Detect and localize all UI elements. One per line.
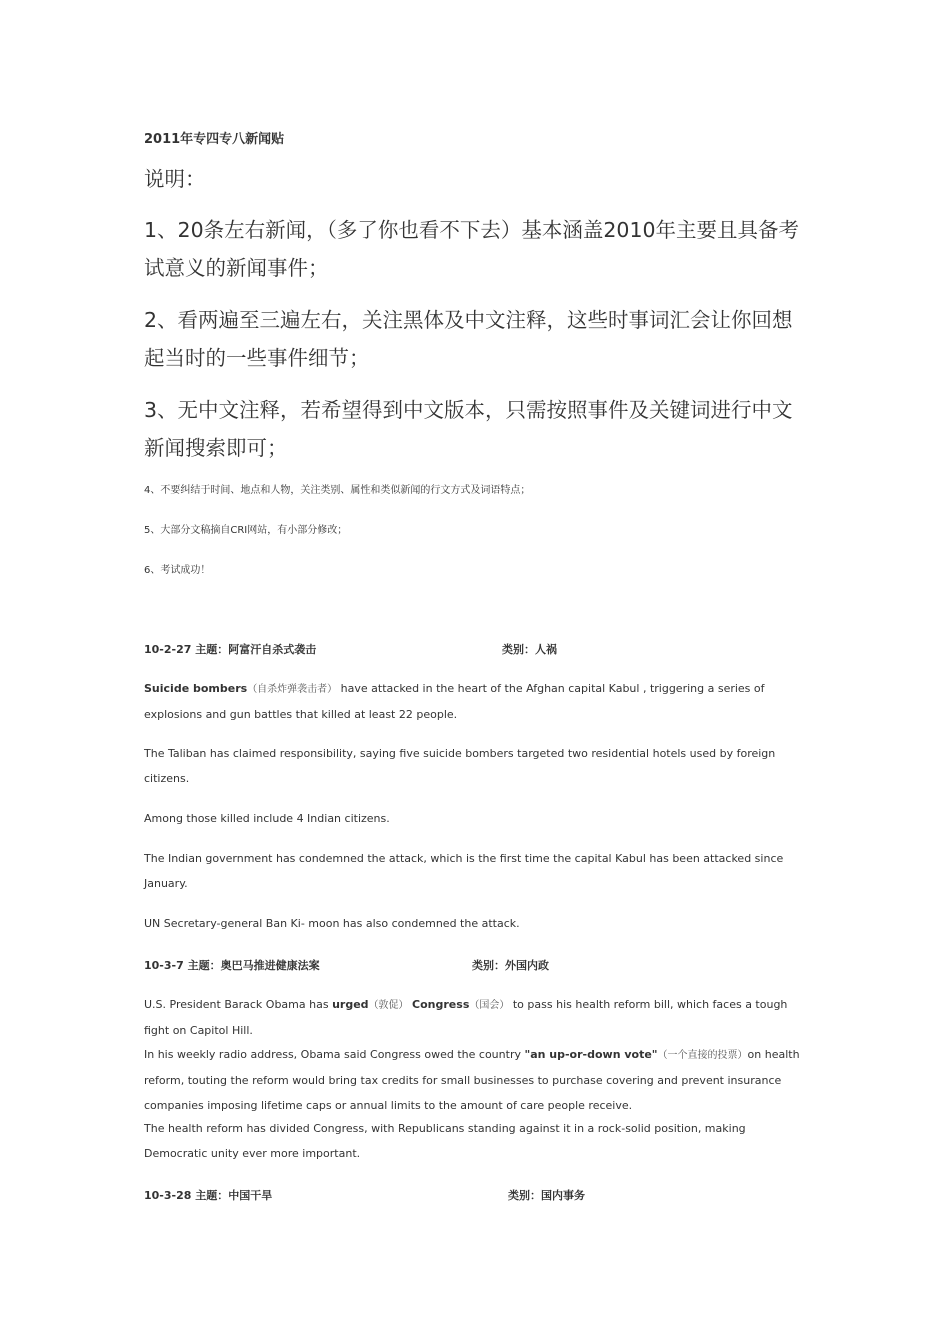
news-heading-2	[144, 957, 549, 973]
news-2-keyword-congress-note: （国会）	[469, 1000, 510, 1011]
news-heading-3	[144, 1187, 585, 1203]
news-1-paragraph-5: UN Secretary-general Ban Ki- moon has also condemned the attack.	[144, 917, 520, 930]
news-1-keyword: Suicide bombers	[144, 682, 248, 695]
intro-point-4: 4、不要纠结于时间、地点和人物，关注类别、属性和类似新闻的行文方式及词语特点；	[144, 485, 531, 496]
news-2-keyword-urged-note: （敦促）	[368, 1000, 409, 1011]
news-2-keyword-urged: urged	[332, 998, 369, 1011]
news-1-paragraph-1	[144, 676, 806, 727]
news-heading-2-category: 类别：外国内政	[472, 959, 549, 972]
intro-point-2: 2、看两遍至三遍左右，关注黑体及中文注释，这些时事词汇会让你回想起当时的一些事件细节；	[144, 308, 793, 370]
news-heading-3-category: 类别：国内事务	[508, 1189, 585, 1202]
news-2-keyword-vote: "an up-or-down vote"	[524, 1048, 658, 1061]
news-1-paragraph-2: The Taliban has claimed responsibility, saying five suicide bombers targeted two residential hotels used by foreign citizens.	[144, 747, 776, 785]
news-heading-2-title: 10-3-7 主题：奥巴马推进健康法案	[144, 959, 320, 972]
news-heading-1-category: 类别：人祸	[502, 643, 557, 656]
news-2-keyword-congress: Congress	[412, 998, 470, 1011]
news-1-paragraph-3: Among those killed include 4 Indian citizens.	[144, 812, 390, 825]
news-2-paragraph-1-text-c: to pass his health reform bill, which faces a tough fight on Capitol Hill.	[144, 998, 788, 1037]
news-heading-1	[144, 641, 557, 657]
news-2-paragraph-1-text-a: U.S. President Barack Obama has	[144, 998, 333, 1011]
news-2-paragraph-2-text-a: In his weekly radio address, Obama said Congress owed the country	[144, 1048, 525, 1061]
news-2-paragraph-2-text-c: on health reform, touting the reform would bring tax credits for small businesses to purchase covering and prevent insurance companies imposing lifetime caps or annual limits to the amount of care people receive.	[144, 1048, 800, 1112]
news-1-paragraph-1-text: have attacked in the heart of the Afghan capital Kabul , triggering a series of explosions and gun battles that killed at least 22 people.	[144, 682, 765, 721]
news-2-paragraph-1	[144, 992, 806, 1043]
news-heading-1-title: 10-2-27 主题：阿富汗自杀式袭击	[144, 643, 317, 656]
news-2-paragraph-3: The health reform has divided Congress, with Republicans standing against it in a rock-solid position, making Democratic unity ever more important.	[144, 1122, 746, 1160]
news-1-keyword-note: （自杀炸弹袭击者）	[247, 684, 338, 695]
news-heading-3-title: 10-3-28 主题：中国干旱	[144, 1189, 273, 1202]
intro-point-6: 6、考试成功！	[144, 565, 211, 576]
intro-label: 说明：	[144, 167, 206, 191]
document-title: 2011年专四专八新闻贴	[144, 132, 285, 147]
intro-point-5: 5、大部分文稿摘自CRI网站，有小部分修改；	[144, 525, 348, 536]
news-2-keyword-vote-note: （一个直接的投票）	[657, 1050, 748, 1061]
intro-point-3: 3、无中文注释，若希望得到中文版本，只需按照事件及关键词进行中文新闻搜索即可；	[144, 398, 793, 460]
intro-point-1: 1、20条左右新闻，（多了你也看不下去）基本涵盖2010年主要且具备考试意义的新闻事件；	[144, 218, 800, 280]
news-1-paragraph-4: The Indian government has condemned the attack, which is the first time the capital Kabul has been attacked since January.	[144, 852, 784, 890]
news-2-paragraph-2	[144, 1042, 806, 1118]
